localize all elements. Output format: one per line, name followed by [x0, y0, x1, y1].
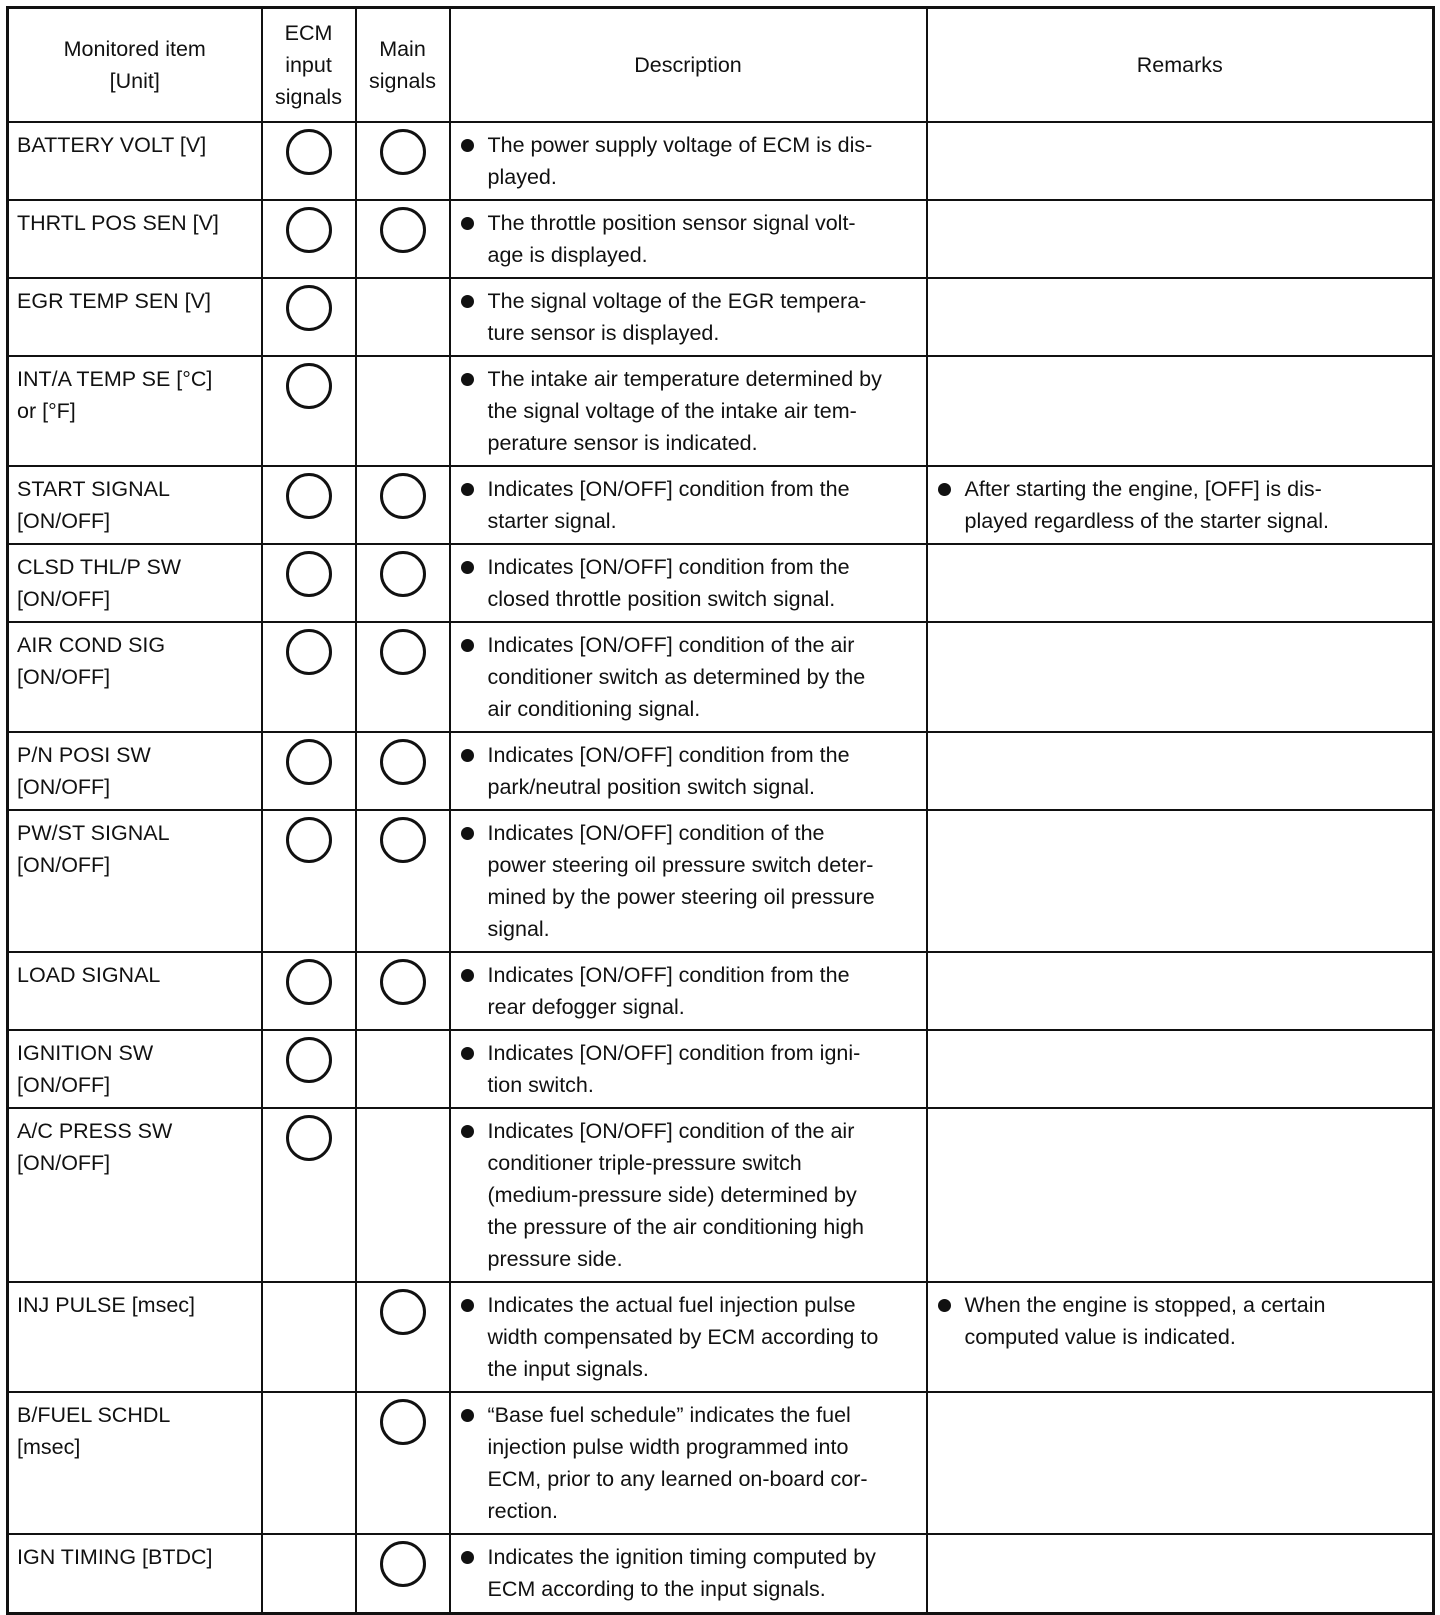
bullet-text — [488, 129, 918, 193]
main-signals-header — [356, 8, 450, 122]
description-cell — [450, 466, 927, 544]
main-signal-circle-mark — [380, 207, 426, 253]
description-cell — [450, 544, 927, 622]
ecm-input-circle-mark — [286, 363, 332, 409]
ecm-input-signal-cell — [262, 810, 356, 952]
bullet-dot — [461, 1047, 474, 1060]
ecm-input-signal-cell — [262, 356, 356, 466]
bullet-point — [459, 1037, 918, 1101]
main-signal-circle-mark — [380, 1399, 426, 1445]
main-signal-cell — [356, 1534, 450, 1614]
remarks-cell — [927, 952, 1434, 1030]
main-signal-cell — [356, 1108, 450, 1282]
bullet-dot — [461, 827, 474, 840]
monitored-item-cell — [8, 622, 262, 732]
table-row — [8, 952, 1434, 1030]
bullet-text — [488, 629, 918, 725]
ecm-input-circle-mark — [286, 629, 332, 675]
main-signal-cell — [356, 810, 450, 952]
bullet-text — [488, 1399, 918, 1527]
ecm-input-signal-cell — [262, 278, 356, 356]
ecm-input-signal-cell — [262, 732, 356, 810]
table-row — [8, 1534, 1434, 1614]
monitored-item-cell — [8, 1534, 262, 1614]
remarks-cell — [927, 622, 1434, 732]
header-line: Monitored item — [63, 36, 206, 61]
description-line: The throttle position sensor signal volt- — [487, 210, 856, 235]
ecm-input-signal-cell — [262, 466, 356, 544]
main-signal-cell — [356, 200, 450, 278]
bullet-text — [488, 1037, 918, 1101]
bullet-dot — [461, 639, 474, 652]
description-line: starter signal. — [487, 508, 617, 533]
monitored-item-line: BATTERY VOLT [V] — [17, 132, 207, 157]
ecm-input-circle-mark — [286, 739, 332, 785]
ecm-input-signal-cell — [262, 1108, 356, 1282]
main-signal-circle-mark — [380, 1541, 426, 1587]
description-line: Indicates [ON/OFF] condition from the — [487, 554, 850, 579]
monitor-item-sheet — [6, 6, 1432, 1615]
bullet-dot — [461, 295, 474, 308]
remarks-cell — [927, 1534, 1434, 1614]
bullet-text — [965, 1289, 1425, 1353]
monitored-item-line: [ON/OFF] — [17, 664, 111, 689]
ecm-input-signal-cell — [262, 1392, 356, 1534]
description-line: perature sensor is indicated. — [487, 430, 758, 455]
description-cell — [450, 200, 927, 278]
monitored-item-line: INT/A TEMP SE [°C] — [17, 366, 213, 391]
monitored-item-line: [ON/OFF] — [17, 586, 111, 611]
ecm-input-signal-cell — [262, 122, 356, 200]
bullet-point — [459, 129, 918, 193]
bullet-dot — [461, 749, 474, 762]
bullet-point — [459, 1289, 918, 1385]
main-signal-cell — [356, 1282, 450, 1392]
description-line: ture sensor is displayed. — [487, 320, 720, 345]
description-line: power steering oil pressure switch deter- — [487, 852, 874, 877]
description-line: ECM according to the input signals. — [487, 1576, 826, 1601]
description-cell — [450, 810, 927, 952]
main-signal-circle-mark — [380, 739, 426, 785]
bullet-point — [459, 959, 918, 1023]
bullet-point — [459, 363, 918, 459]
description-cell — [450, 1392, 927, 1534]
description-line: Indicates the ignition timing computed by — [487, 1544, 876, 1569]
bullet-text — [488, 1541, 918, 1605]
monitored-item-line: CLSD THL/P SW — [17, 554, 182, 579]
monitored-item-cell — [8, 1108, 262, 1282]
ecm-input-circle-mark — [286, 959, 332, 1005]
monitored-item-line: [ON/OFF] — [17, 1150, 111, 1175]
monitored-item-line: [ON/OFF] — [17, 774, 111, 799]
bullet-dot — [461, 1551, 474, 1564]
main-signal-circle-mark — [380, 129, 426, 175]
bullet-text — [488, 1115, 918, 1275]
monitored-item-cell — [8, 200, 262, 278]
bullet-text — [488, 363, 918, 459]
bullet-dot — [461, 373, 474, 386]
monitored-item-line: [msec] — [17, 1434, 81, 1459]
remarks-cell — [927, 200, 1434, 278]
description-line: The power supply voltage of ECM is dis- — [487, 132, 873, 157]
monitored-item-cell — [8, 1030, 262, 1108]
ecm-input-signal-cell — [262, 544, 356, 622]
description-line: the signal voltage of the intake air tem- — [487, 398, 857, 423]
table-row — [8, 810, 1434, 952]
description-line: conditioner switch as determined by the — [487, 664, 866, 689]
description-cell — [450, 278, 927, 356]
ecm-input-circle-mark — [286, 1115, 332, 1161]
remarks-header: Remarks — [927, 8, 1434, 122]
main-signal-circle-mark — [380, 551, 426, 597]
description-cell — [450, 622, 927, 732]
bullet-text — [488, 285, 918, 349]
table-row — [8, 1392, 1434, 1534]
table-row — [8, 732, 1434, 810]
main-signal-cell — [356, 622, 450, 732]
monitored-item-line: A/C PRESS SW — [17, 1118, 173, 1143]
description-line: width compensated by ECM according to — [487, 1324, 879, 1349]
monitored-item-cell — [8, 1392, 262, 1534]
description-line: rear defogger signal. — [487, 994, 685, 1019]
description-line: Indicates [ON/OFF] condition from the — [487, 742, 850, 767]
description-line: signal. — [487, 916, 550, 941]
description-cell — [450, 952, 927, 1030]
bullet-point — [936, 473, 1425, 537]
monitored-item-line: IGN TIMING [BTDC] — [17, 1544, 213, 1569]
table-row — [8, 1108, 1434, 1282]
description-line: conditioner triple-pressure switch — [487, 1150, 802, 1175]
ecm-input-circle-mark — [286, 1037, 332, 1083]
bullet-point — [459, 817, 918, 945]
bullet-dot — [461, 217, 474, 230]
bullet-text — [488, 473, 918, 537]
description-line: mined by the power steering oil pressure — [487, 884, 875, 909]
description-line: “Base fuel schedule” indicates the fuel — [487, 1402, 851, 1427]
main-signal-cell — [356, 122, 450, 200]
remarks-cell — [927, 122, 1434, 200]
table-row — [8, 122, 1434, 200]
monitored-item-line: EGR TEMP SEN [V] — [17, 288, 211, 313]
monitored-item-line: IGNITION SW — [17, 1040, 154, 1065]
monitored-item-line: PW/ST SIGNAL — [17, 820, 170, 845]
table-row — [8, 356, 1434, 466]
table-row — [8, 1030, 1434, 1108]
remarks-cell — [927, 544, 1434, 622]
remarks-line: computed value is indicated. — [964, 1324, 1236, 1349]
monitor-item-table — [6, 6, 1435, 1615]
description-line: park/neutral position switch signal. — [487, 774, 815, 799]
monitored-item-line: or [°F] — [17, 398, 76, 423]
bullet-dot — [461, 561, 474, 574]
table-row — [8, 278, 1434, 356]
monitored-item-line: [ON/OFF] — [17, 508, 111, 533]
ecm-input-circle-mark — [286, 817, 332, 863]
description-line: Indicates [ON/OFF] condition from the — [487, 962, 850, 987]
ecm-input-signal-cell — [262, 622, 356, 732]
bullet-text — [488, 739, 918, 803]
description-line: The signal voltage of the EGR tempera- — [487, 288, 867, 313]
bullet-text — [965, 473, 1425, 537]
main-signal-circle-mark — [380, 959, 426, 1005]
remarks-cell — [927, 732, 1434, 810]
remarks-cell — [927, 278, 1434, 356]
remarks-line: When the engine is stopped, a certain — [964, 1292, 1326, 1317]
description-cell — [450, 732, 927, 810]
bullet-text — [488, 207, 918, 271]
monitored-item-line: INJ PULSE [msec] — [17, 1292, 196, 1317]
description-cell — [450, 1108, 927, 1282]
bullet-point — [459, 207, 918, 271]
description-line: Indicates [ON/OFF] condition from igni- — [487, 1040, 861, 1065]
ecm-input-circle-mark — [286, 207, 332, 253]
bullet-point — [459, 1541, 918, 1605]
monitored-item-header — [8, 8, 262, 122]
main-signal-cell — [356, 278, 450, 356]
monitored-item-cell — [8, 356, 262, 466]
bullet-text — [488, 551, 918, 615]
description-line: pressure side. — [487, 1246, 623, 1271]
monitored-item-cell — [8, 544, 262, 622]
description-line: Indicates the actual fuel injection pulse — [487, 1292, 856, 1317]
table-row — [8, 466, 1434, 544]
main-signal-cell — [356, 732, 450, 810]
bullet-point — [459, 1115, 918, 1275]
remarks-cell — [927, 466, 1434, 544]
monitored-item-cell — [8, 810, 262, 952]
ecm-input-circle-mark — [286, 551, 332, 597]
ecm-input-signal-cell — [262, 1282, 356, 1392]
bullet-dot — [938, 483, 951, 496]
monitored-item-line: [ON/OFF] — [17, 1072, 111, 1097]
monitored-item-cell — [8, 122, 262, 200]
bullet-dot — [461, 139, 474, 152]
description-cell — [450, 356, 927, 466]
bullet-point — [459, 739, 918, 803]
bullet-dot — [461, 969, 474, 982]
remarks-cell — [927, 810, 1434, 952]
description-cell — [450, 122, 927, 200]
description-line: rection. — [487, 1498, 559, 1523]
main-signal-cell — [356, 1392, 450, 1534]
monitored-item-line: START SIGNAL — [17, 476, 170, 501]
table-row — [8, 544, 1434, 622]
ecm-input-circle-mark — [286, 473, 332, 519]
bullet-point — [459, 551, 918, 615]
table-row — [8, 622, 1434, 732]
main-signal-cell — [356, 466, 450, 544]
remarks-cell — [927, 1030, 1434, 1108]
description-line: ECM, prior to any learned on-board cor- — [487, 1466, 868, 1491]
header-line: Main — [379, 36, 426, 61]
description-line: injection pulse width programmed into — [487, 1434, 849, 1459]
bullet-text — [488, 817, 918, 945]
header-line: ECM — [284, 20, 333, 45]
monitored-item-cell — [8, 952, 262, 1030]
bullet-dot — [938, 1299, 951, 1312]
ecm-input-signal-cell — [262, 1534, 356, 1614]
remarks-cell — [927, 356, 1434, 466]
description-line: tion switch. — [487, 1072, 594, 1097]
main-signal-circle-mark — [380, 629, 426, 675]
monitored-item-line: [ON/OFF] — [17, 852, 111, 877]
main-signal-cell — [356, 952, 450, 1030]
monitored-item-line: B/FUEL SCHDL — [17, 1402, 171, 1427]
description-line: the pressure of the air conditioning high — [487, 1214, 864, 1239]
main-signal-circle-mark — [380, 817, 426, 863]
description-line: closed throttle position switch signal. — [487, 586, 836, 611]
bullet-point — [459, 285, 918, 349]
ecm-input-signal-cell — [262, 1030, 356, 1108]
header-line: input — [285, 52, 332, 77]
main-signal-circle-mark — [380, 1289, 426, 1335]
description-line: played. — [487, 164, 557, 189]
remarks-line: played regardless of the starter signal. — [964, 508, 1330, 533]
bullet-dot — [461, 1299, 474, 1312]
bullet-point — [936, 1289, 1425, 1353]
bullet-point — [459, 1399, 918, 1527]
description-cell — [450, 1282, 927, 1392]
bullet-text — [488, 959, 918, 1023]
monitored-item-line: LOAD SIGNAL — [17, 962, 161, 987]
description-line: age is displayed. — [487, 242, 648, 267]
ecm-input-circle-mark — [286, 129, 332, 175]
bullet-text — [488, 1289, 918, 1385]
monitored-item-line: AIR COND SIG — [17, 632, 166, 657]
header-row — [8, 8, 1434, 122]
header-line: [Unit] — [109, 68, 160, 93]
main-signal-cell — [356, 1030, 450, 1108]
monitored-item-cell — [8, 466, 262, 544]
description-line: Indicates [ON/OFF] condition from the — [487, 476, 850, 501]
ecm-input-signal-cell — [262, 952, 356, 1030]
bullet-point — [459, 473, 918, 537]
ecm-input-signals-header — [262, 8, 356, 122]
main-signal-cell — [356, 544, 450, 622]
header-line: signals — [275, 84, 342, 109]
bullet-dot — [461, 1409, 474, 1422]
main-signal-cell — [356, 356, 450, 466]
monitored-item-cell — [8, 278, 262, 356]
bullet-dot — [461, 1125, 474, 1138]
description-line: air conditioning signal. — [487, 696, 701, 721]
monitored-item-cell — [8, 1282, 262, 1392]
description-line: The intake air temperature determined by — [487, 366, 882, 391]
description-line: Indicates [ON/OFF] condition of the air — [487, 1118, 855, 1143]
description-cell — [450, 1534, 927, 1614]
description-line: Indicates [ON/OFF] condition of the air — [487, 632, 855, 657]
monitored-item-cell — [8, 732, 262, 810]
remarks-line: After starting the engine, [OFF] is dis- — [964, 476, 1322, 501]
bullet-dot — [461, 483, 474, 496]
remarks-cell — [927, 1282, 1434, 1392]
description-line: the input signals. — [487, 1356, 649, 1381]
bullet-point — [459, 629, 918, 725]
remarks-cell — [927, 1392, 1434, 1534]
description-cell — [450, 1030, 927, 1108]
ecm-input-signal-cell — [262, 200, 356, 278]
monitored-item-line: THRTL POS SEN [V] — [17, 210, 219, 235]
ecm-input-circle-mark — [286, 285, 332, 331]
remarks-cell — [927, 1108, 1434, 1282]
description-header: Description — [450, 8, 927, 122]
table-row — [8, 1282, 1434, 1392]
table-row — [8, 200, 1434, 278]
description-line: (medium-pressure side) determined by — [487, 1182, 857, 1207]
header-line: signals — [369, 68, 436, 93]
main-signal-circle-mark — [380, 473, 426, 519]
description-line: Indicates [ON/OFF] condition of the — [487, 820, 825, 845]
monitored-item-line: P/N POSI SW — [17, 742, 151, 767]
